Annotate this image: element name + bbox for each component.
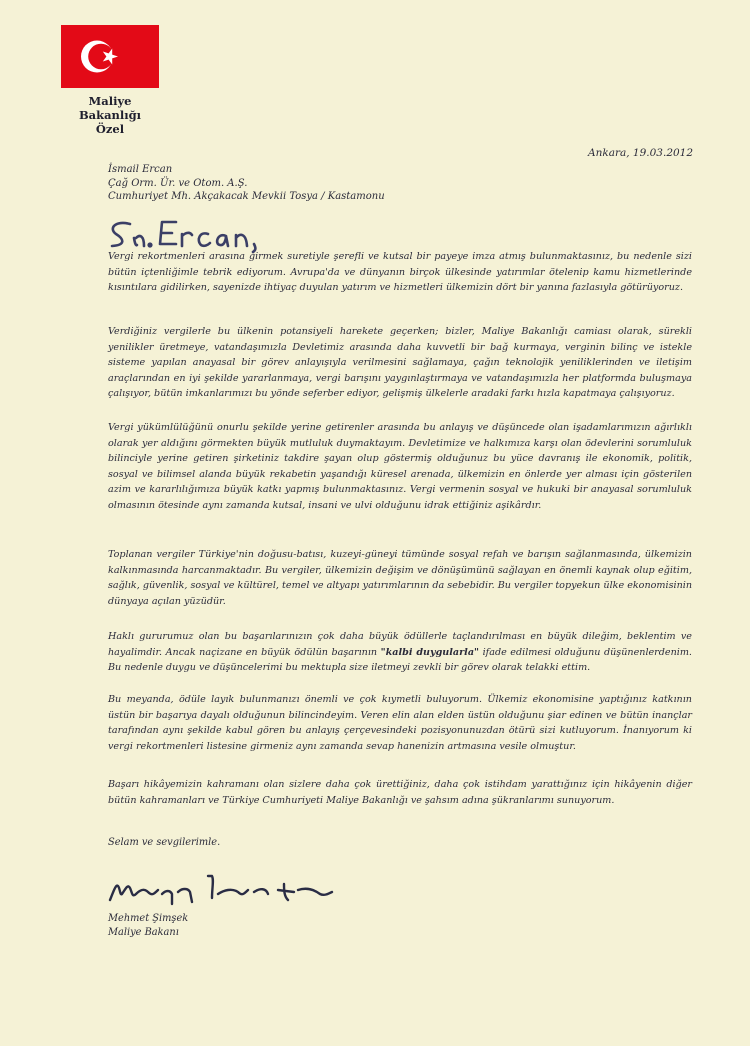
letterhead-subtitle: Özel [95, 122, 125, 136]
recipient-address: Cumhuriyet Mh. Akçakacak Mevkii Tosya / Kastamonu [108, 191, 385, 202]
recipient-block [108, 163, 385, 204]
signer-name: Mehmet Şimşek [108, 913, 189, 924]
body-paragraph: Toplanan vergiler Türkiye'nin doğusu-batısı, kuzeyi-güneyi tümünde sosyal refah ve barışın sağlanmasında, ülkemizin kalkınmasında harcanmaktadır. Bu vergiler, ülkemizin değişim ve dönüşümünü sağlayan en önemli kaynak olup eğitim, sağlık, güvenlik, sosyal ve kültürel, temel ve altyapı yatırımlarının da sebebidir. Bu vergiler topyekun ülke ekonomisinin dünyaya açılan yüzüdür. [108, 549, 692, 607]
recipient-name: İsmail Ercan [108, 164, 173, 175]
ministry-name: Maliye Bakanlığı [78, 94, 142, 122]
paragraph-text: ifade edilmesi olduğunu düşünenlerdenim. Bu nedenle duygu ve düşüncelerimi bu mektupla size iletmeyi zevkli bir görev olarak telakki ettim. [108, 646, 692, 673]
closing-line: Selam ve sevgilerimle. [108, 837, 221, 848]
paragraph-text: Haklı gururumuz olan bu başarılarınızın çok daha büyük ödüllerle taçlandırılması en büyük dileğim, beklentim ve hayalimdir. Ancak naçizane en büyük ödülün başarının [108, 631, 692, 658]
handwritten-signature [108, 870, 338, 912]
letter-date: Ankara, 19.03.2012 [588, 147, 694, 159]
handwritten-salutation [104, 214, 274, 254]
turkish-flag-icon [61, 25, 159, 88]
emphasis-text: "kalbi duygularla" [380, 646, 480, 658]
letterhead [60, 94, 160, 136]
body-paragraph: Verdiğiniz vergilerle bu ülkenin potansiyeli harekete geçerken; bizler, Maliye Bakanlığı camiası olarak, sürekli yenilikler üretmeye, vatandaşımızla Devletimiz arasında daha kuvvetli bir bağ kurmaya, verginin bilinç ve istekle sisteme yapılan anayasal bir görev anlayışıyla verilmesini sağlamaya, çağın teknolojik yeniliklerinden ve iletişim araçlarından en iyi şekilde yararlanmaya, vergi barışını yaygınlaştırmaya ve vatandaşımızla her platformda buluşmaya çalışıyor, bütün imkanlarımızı bu yönde seferber ediyor, gelişmiş ülkelerle aradaki farkı hızla kapatmaya çalışıyoruz. [108, 326, 692, 399]
recipient-company: Çağ Orm. Ür. ve Otom. A.Ş. [108, 177, 248, 189]
body-paragraph: Vergi rekortmenleri arasına girmek suretiyle şerefli ve kutsal bir payeye imza atmış bulunmaktasınız, bu nedenle sizi bütün içtenliğimle tebrik ediyorum. Avrupa'da ve dünyanın birçok ülkesinde yatırımlar ötelenip kamu hizmetlerinde kısıntılara gidilirken, sayenizde ihtiyaç duyulan yatırım ve hizmetleri ülkemizin dört bir yanına fazlasıyla götürüyoruz. [108, 251, 692, 293]
signer-block [108, 912, 188, 940]
body-paragraph: Bu meyanda, ödüle layık bulunmanızı önemli ve çok kıymetli buluyorum. Ülkemiz ekonomisine yaptığınız katkının üstün bir başarıya dayalı olduğunun bilincindeyim. Veren elin alan elden üstün olduğunu şiar edinen ve bütün inançlar tarafından aynı şekilde kabul gören bu anlayış çerçevesindeki pozisyonunuzdan ötürü sizi kutluyorum. İnanıyorum ki vergi rekortmenleri listesine girmeniz aynı zamanda sevap hanenizin artmasına vesile olmuştur. [108, 694, 692, 752]
body-paragraph: Vergi yükümlülüğünü onurlu şekilde yerine getirenler arasında bu anlayış ve düşüncede olan işadamlarımızın ağırlıklı olarak yer aldığını görmekten büyük mutluluk duymaktayım. Devletimize ve halkımıza karşı olan ödevlerini sorumluluk bilinciyle yerine getiren şirketiniz takdire şayan olup göstermiş olduğunuz bu yüce davranış ile ekonomik, politik, sosyal ve bilimsel alanda büyük rekabetin yaşandığı küresel arenada, ülkemizin en önlerde yer alması için gösterilen azim ve kararlılığımıza büyük katkı yapmış bulunmaktasınız. Vergi vermenin sosyal ve hukuki bir anayasal sorumluluk olmasının ötesinde aynı zamanda kutsal, insani ve ulvi olduğunu idrak ettiğiniz aşikârdır. [108, 422, 692, 511]
body-paragraph [108, 629, 692, 676]
signer-title: Maliye Bakanı [108, 927, 179, 938]
body-paragraph: Başarı hikâyemizin kahramanı olan sizlere daha çok ürettiğiniz, daha çok istihdam yarattığınız için hikâyenin diğer bütün kahramanları ve Türkiye Cumhuriyeti Maliye Bakanlığı ve şahsım adına şükranlarımı sunuyorum. [108, 779, 692, 806]
